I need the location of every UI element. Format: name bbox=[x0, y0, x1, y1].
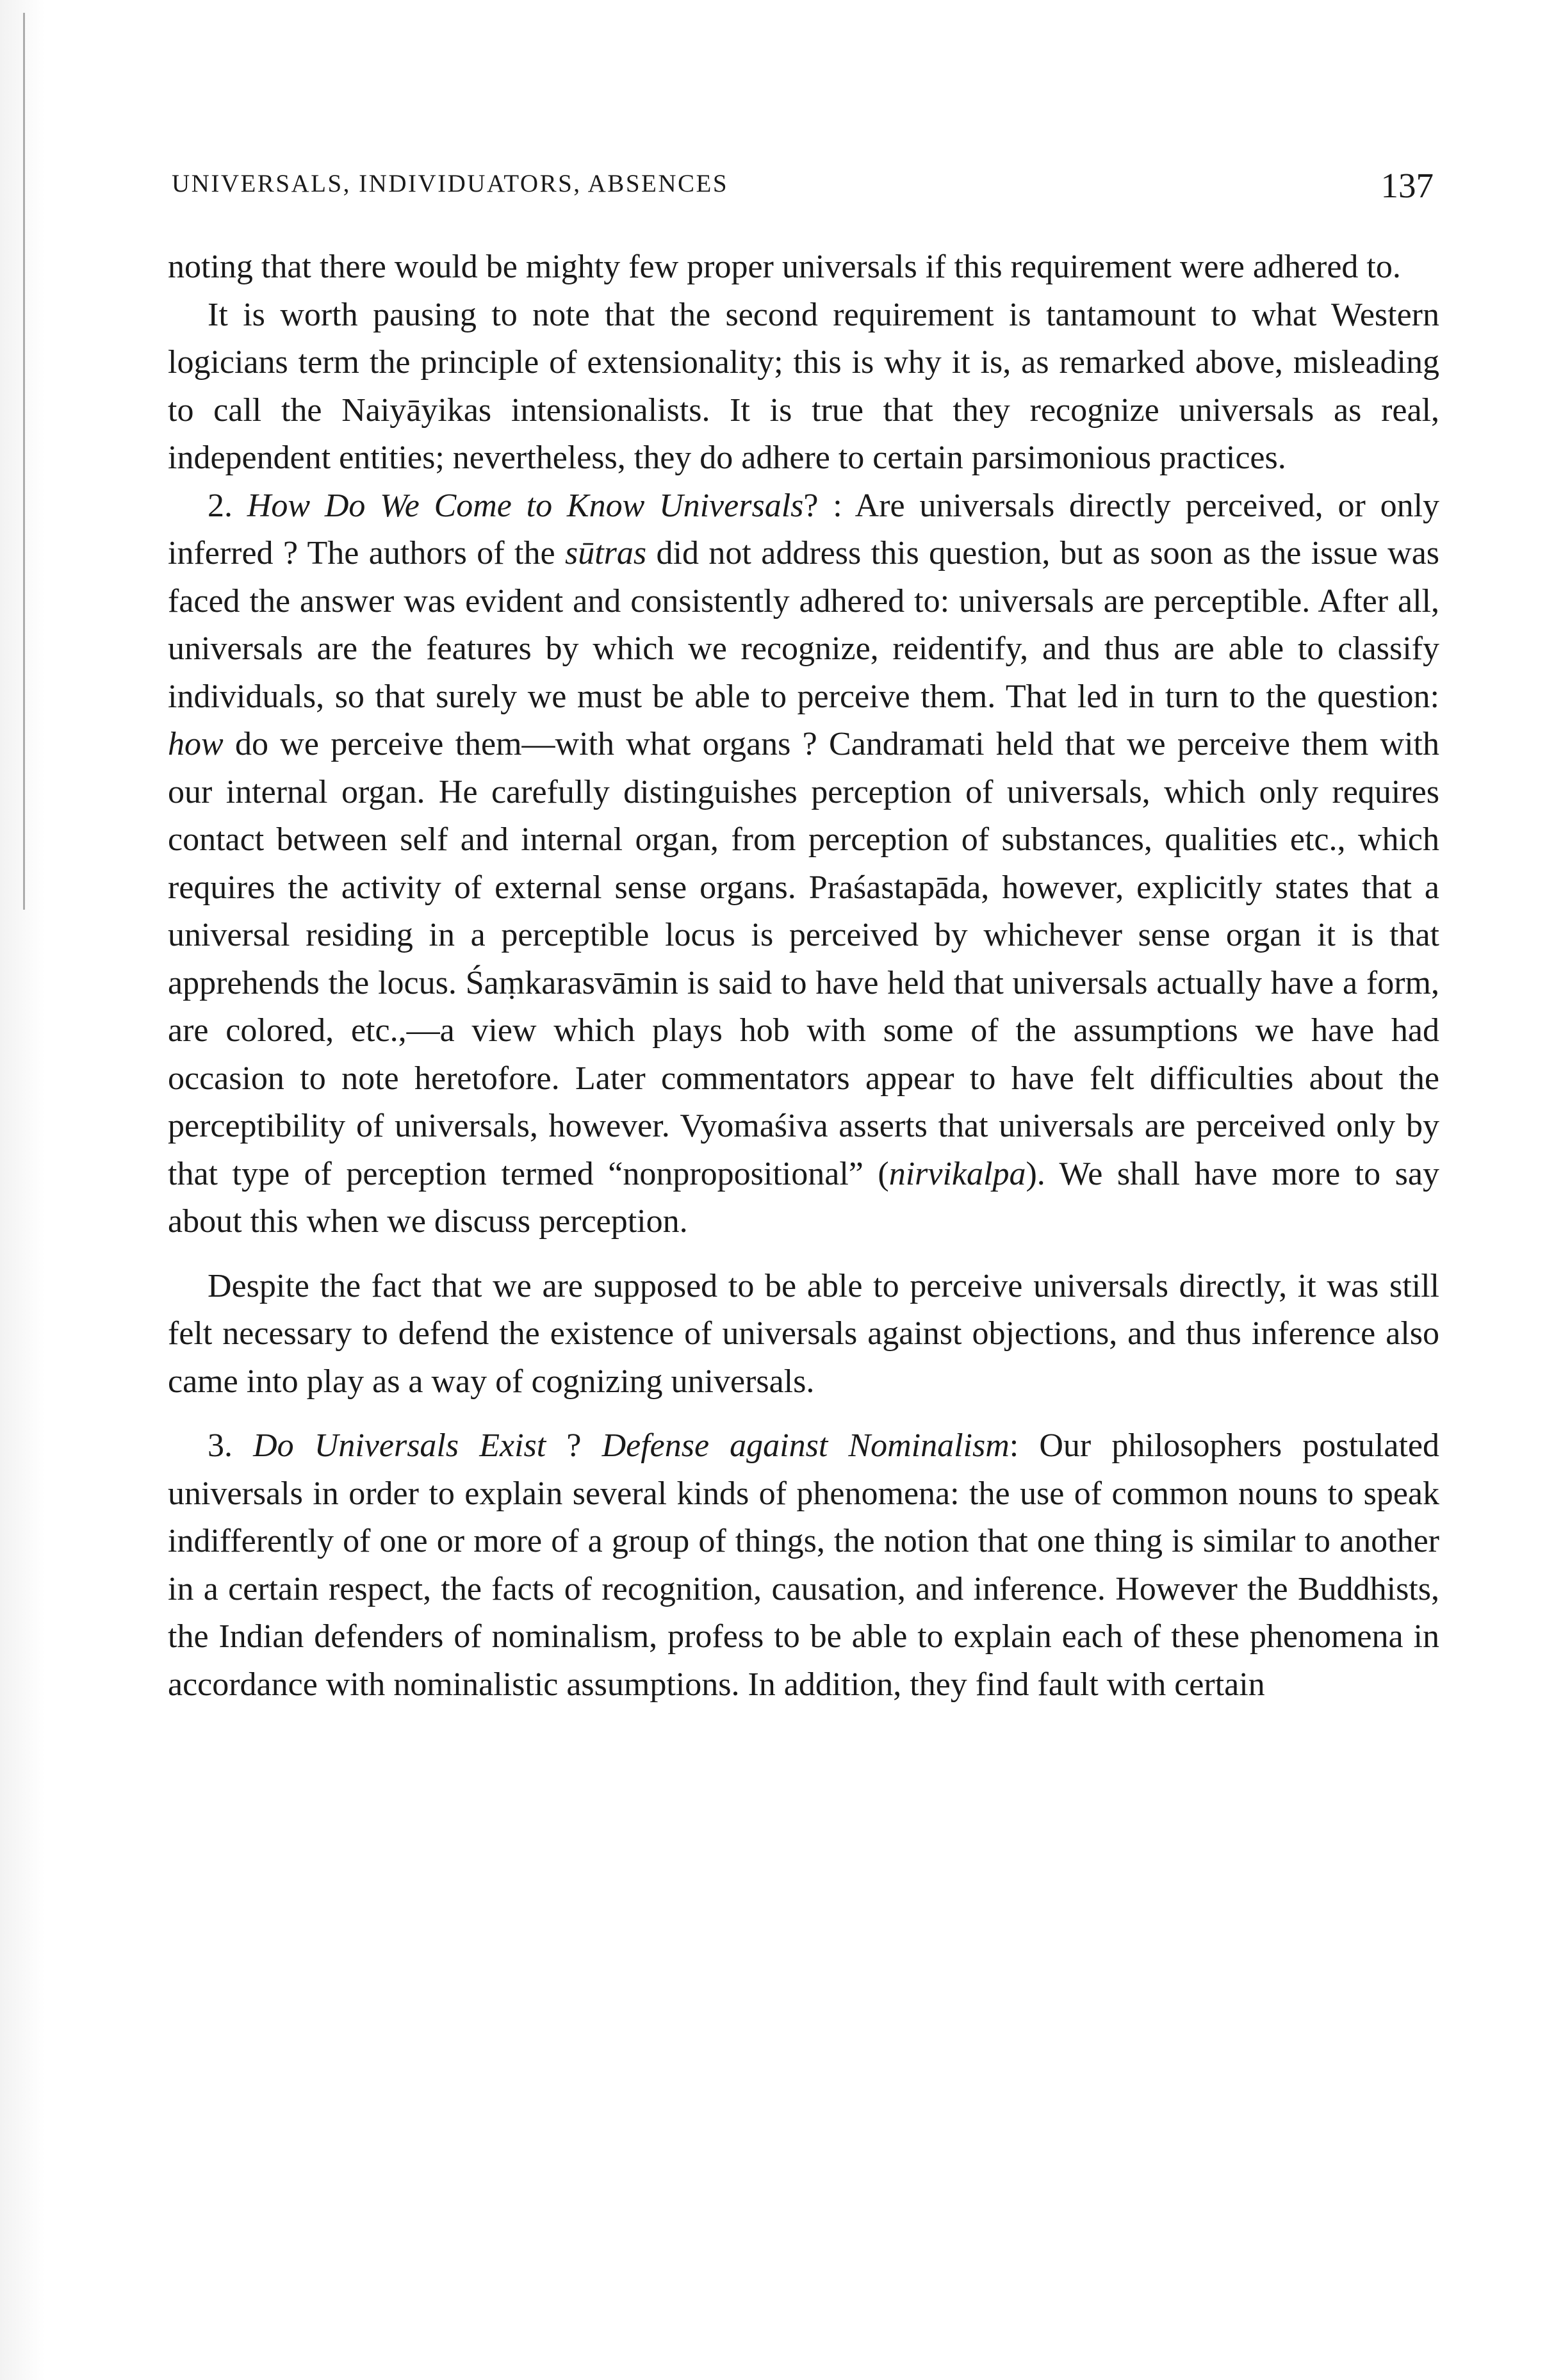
paragraph-4: Despite the fact that we are supposed to be able to perceive universals directly, it was still felt necessary to defend the existence of universals against objections, and thus inference also came into play as a way of cognizing universals. bbox=[168, 1267, 1439, 1400]
running-head: UNIVERSALS, INDIVIDUATORS, ABSENCES bbox=[172, 170, 729, 197]
term-sutras: sūtras bbox=[564, 535, 647, 571]
paragraph-5-text: : Our philosophers postulated universals in order to explain several kinds of phenomena: the use of common nouns to speak indifferently of one or more of a group of things, the notion that one thing is similar to another in a certain respect, the facts of recognition, causation, and inference. However the Buddhists, the Indian defenders of nominalism, profess to be able to explain each of these phenomena in accordance with nominalistic assumptions. In addition, they find fault with certain bbox=[168, 1427, 1439, 1703]
scan-margin-shadow bbox=[0, 0, 45, 2380]
paragraph-3-text-b: did not address this question, but as soon as the issue was faced the answer was evident and consistently adhered to: universals are perceptible. After all, universals are the features by which we recognize, reidentify, and thus are able to classify individuals, so that surely we must be able to perceive them. That led in turn to the question: bbox=[168, 535, 1440, 715]
section-heading-3b: Defense against Nominalism bbox=[601, 1427, 1010, 1464]
paragraph-1: noting that there would be mighty few proper universals if this requirement were adhered to. bbox=[168, 249, 1401, 285]
page-header bbox=[172, 165, 1434, 204]
heading-question-mark: ? bbox=[566, 1427, 582, 1464]
section-number-3: 3. bbox=[208, 1427, 233, 1464]
section-number-2: 2. bbox=[208, 487, 233, 524]
scan-binding-line bbox=[23, 13, 25, 910]
paragraph-3-text-a: ? : Are universals directly perceived, or only inferred ? The authors of the bbox=[168, 487, 1440, 571]
section-heading-3a: Do Universals Exist bbox=[253, 1427, 546, 1464]
paragraph-5 bbox=[168, 1422, 1439, 1709]
page-number: 137 bbox=[1380, 166, 1434, 205]
term-how: how bbox=[168, 726, 224, 762]
paragraph-3 bbox=[168, 482, 1439, 1246]
paragraph-3-text-d: ). We shall have more to say about this when we discuss perception. bbox=[168, 1155, 1439, 1240]
paragraph-3-text-c: do we perceive them—with what organs ? Candramati held that we perceive them with our internal organ. He carefully distinguishes perception of universals, which only requires contact between self and internal organ, from perception of substances, qualities etc., which requires the activity of external sense organs. Praśastapāda, however, explicitly states that a universal residing in a perceptible locus is perceived by whichever sense organ it is that apprehends the locus. Śaṃkarasvāmin is said to have held that universals actually have a form, are colored, etc.,—a view which plays hob with some of the assumptions we have had occasion to note heretofore. Later commentators appear to have felt difficulties about the perceptibility of universals, however. Vyomaśiva asserts that universals are perceived only by that type of perception termed “nonpropositional” ( bbox=[168, 726, 1440, 1192]
body-text bbox=[168, 243, 1439, 1709]
paragraph-2: It is worth pausing to note that the second requirement is tantamount to what Western logicians term the principle of extensionality; this is why it is, as remarked above, misleading to call the Naiyāyikas intensionalists. It is true that they recognize universals as real, independent entities; nevertheless, they do adhere to certain parsimonious practices. bbox=[168, 296, 1439, 476]
term-nirvikalpa: nirvikalpa bbox=[888, 1155, 1026, 1192]
section-heading-2: How Do We Come to Know Universals bbox=[247, 487, 804, 524]
